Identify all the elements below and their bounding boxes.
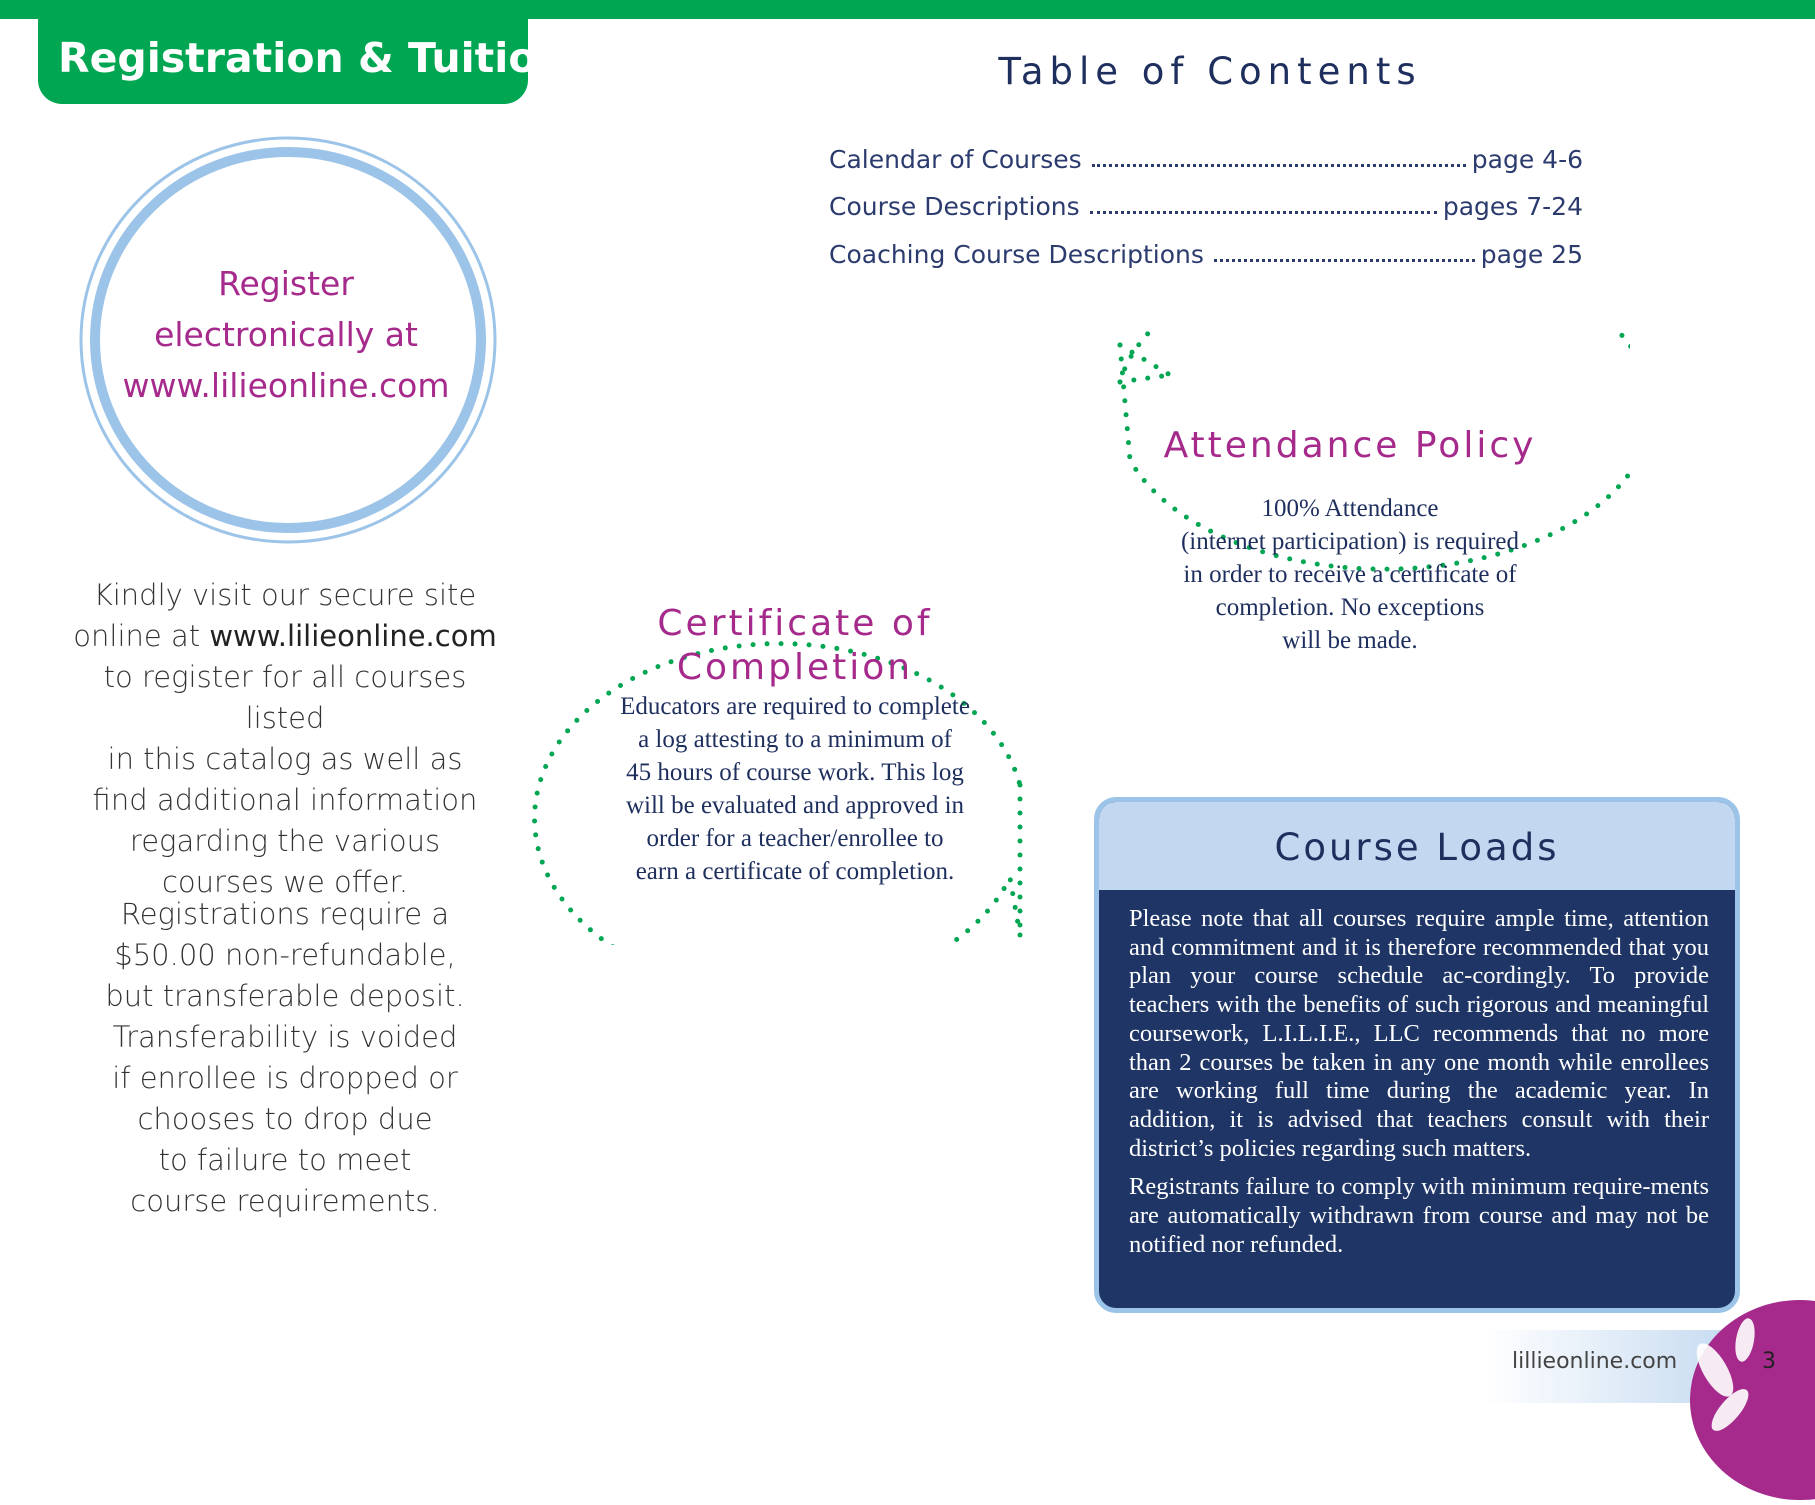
toc-leader-dots — [1092, 164, 1466, 167]
visit-prefix: online at — [73, 619, 210, 653]
attendance-title: Attendance Policy — [1163, 425, 1537, 466]
course-loads-box — [1094, 797, 1740, 1313]
lily-flower-icon — [1690, 1300, 1815, 1500]
course-loads-paragraph: Registrants failure to comply with minimum require-ments are automatically withdrawn from course and may not be notified nor refunded. — [1129, 1173, 1709, 1258]
toc-item-course-descriptions[interactable] — [829, 187, 1583, 221]
deposit-line: if enrollee is dropped or — [112, 1061, 458, 1095]
toc-item-label: Course Descriptions — [829, 192, 1080, 221]
register-line: Register — [218, 264, 354, 303]
toc-leader-dots — [1090, 211, 1437, 214]
page-number: 3 — [1762, 1349, 1776, 1374]
toc-item-page: pages 7-24 — [1442, 192, 1583, 221]
visit-paragraph — [70, 575, 500, 903]
toc-item-page: page 25 — [1480, 240, 1583, 269]
register-circle-text[interactable] — [96, 258, 476, 411]
course-loads-title: Course Loads — [1274, 826, 1560, 869]
certificate-line: 45 hours of course work. This log — [626, 759, 964, 786]
deposit-line: chooses to drop due — [137, 1102, 433, 1136]
visit-url-link[interactable]: www.lilieonline.com — [209, 619, 497, 653]
toc-item-label: Calendar of Courses — [829, 145, 1082, 174]
toc-item-calendar[interactable] — [829, 140, 1583, 174]
attendance-line: will be made. — [1282, 627, 1418, 654]
deposit-line: Registrations require a — [120, 897, 450, 931]
course-loads-paragraph: Please note that all courses require ample time, attention and commitment and it is therefore recommended that you plan your course schedule ac-cordingly. To provide teachers with the benefits of such rigorous and meaningful coursework, L.I.L.I.E., LLC recommends that no more than 2 courses be taken in any one month while enrollees are working full time during the academic year. In addition, it is advised that teachers consult with their district’s policies regarding such matters. — [1129, 905, 1709, 1162]
visit-line: to register for all courses listed — [103, 660, 467, 735]
certificate-title-line: Certificate of — [657, 603, 933, 644]
footer-url-link[interactable]: lillieonline.com — [1512, 1349, 1678, 1374]
course-loads-header — [1099, 802, 1735, 890]
deposit-line: course requirements. — [130, 1184, 440, 1218]
certificate-body — [585, 690, 1005, 888]
register-url-link[interactable]: www.lilieonline.com — [122, 366, 450, 405]
certificate-title-line: Completion — [676, 647, 914, 688]
deposit-line: $50.00 non-refundable, — [114, 938, 456, 972]
visit-line: regarding the various — [129, 824, 441, 858]
deposit-line: Transferability is voided — [112, 1020, 458, 1054]
visit-line: find additional information — [92, 783, 478, 817]
attendance-line: 100% Attendance — [1261, 495, 1439, 522]
attendance-line: completion. No exceptions — [1215, 594, 1485, 621]
toc-item-coaching[interactable] — [829, 235, 1583, 269]
section-tab — [38, 0, 566, 104]
deposit-line: to failure to meet — [158, 1143, 412, 1177]
certificate-line: earn a certificate of completion. — [635, 858, 955, 885]
certificate-line: a log attesting to a minimum of — [638, 726, 952, 753]
visit-line-with-link — [70, 616, 500, 657]
attendance-line: in order to receive a certificate of — [1183, 561, 1517, 588]
visit-line: courses we offer. — [161, 865, 409, 899]
toc-item-label: Coaching Course Descriptions — [829, 240, 1204, 269]
deposit-paragraph — [70, 894, 500, 1222]
certificate-line: will be evaluated and approved in — [625, 792, 965, 819]
register-line: electronically at — [154, 315, 418, 354]
visit-line: in this catalog as well as — [107, 742, 463, 776]
deposit-line: but transferable deposit. — [105, 979, 465, 1013]
course-loads-body — [1129, 905, 1709, 1269]
toc-title: Table of Contents — [998, 50, 1422, 93]
attendance-line: (internet participation) is required — [1180, 528, 1520, 555]
attendance-body — [1135, 492, 1565, 657]
toc-leader-dots — [1214, 259, 1475, 262]
certificate-line: Educators are required to complete — [620, 693, 970, 720]
certificate-title — [610, 602, 980, 690]
certificate-line: order for a teacher/enrollee to — [646, 825, 944, 852]
visit-line: Kindly visit our secure site — [93, 578, 477, 612]
toc-item-page: page 4-6 — [1471, 145, 1583, 174]
section-tab-title: Registration & Tuition — [58, 34, 566, 82]
lily-logo-icon — [1690, 1300, 1815, 1500]
